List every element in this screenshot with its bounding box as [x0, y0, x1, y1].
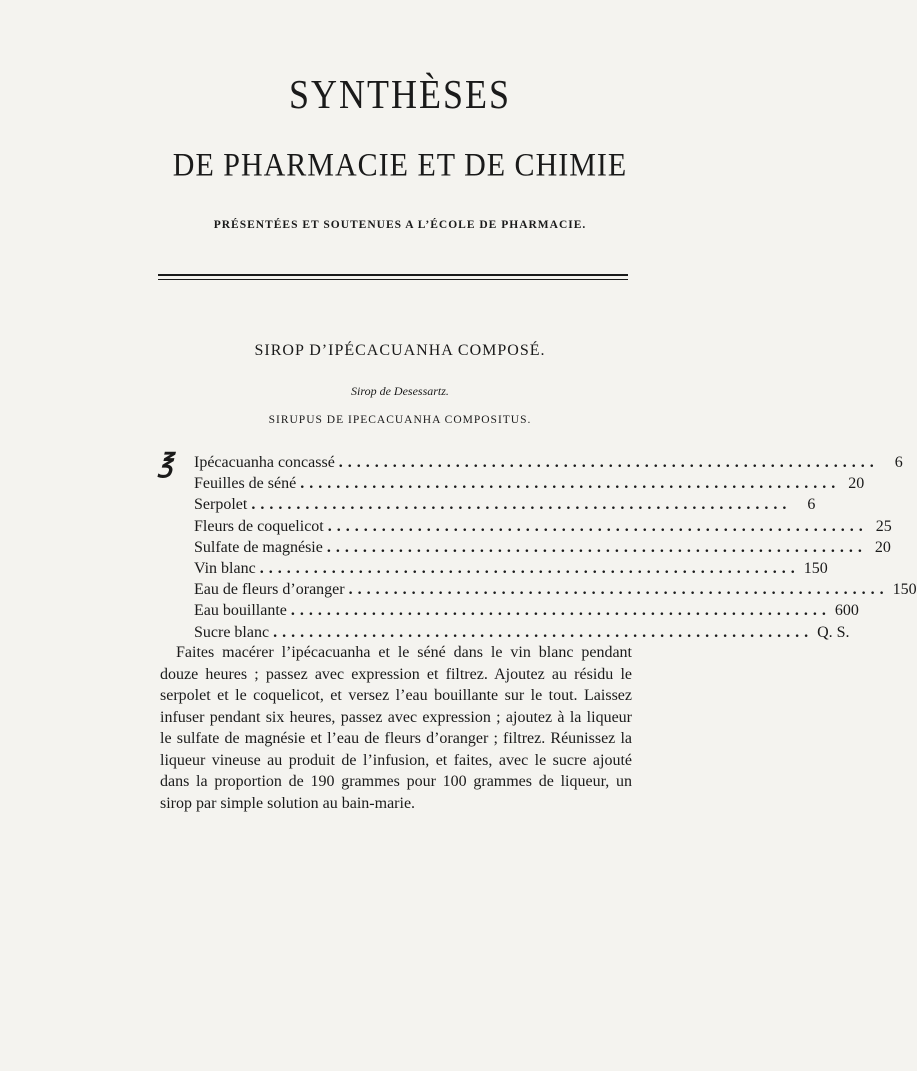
ingredient-list: [194, 452, 917, 643]
page-subtitle: DE PHARMACIE ET DE CHIMIE: [172, 147, 628, 184]
ingredient-name: Serpolet: [194, 496, 248, 514]
ingredient-name: Vin blanc: [194, 559, 256, 577]
dot-leader: ............................................................: [290, 602, 831, 620]
ingredient-row: [194, 516, 892, 537]
ingredient-row: [194, 452, 903, 473]
section-latin-name: SIRUPUS DE IPECACUANHA COMPOSITUS.: [268, 414, 532, 426]
ingredient-quantity: 150: [803, 559, 828, 577]
ingredient-name: Feuilles de séné: [194, 475, 297, 493]
ingredient-quantity: 20: [848, 475, 865, 493]
ingredient-row: [194, 622, 850, 643]
page-caption: PRÉSENTÉES ET SOUTENUES A L’ÉCOLE DE PHARMACIE.: [213, 219, 587, 231]
ingredient-quantity: 25: [875, 517, 892, 535]
dot-leader: ............................................................: [259, 559, 800, 577]
dot-leader: ............................................................: [300, 475, 841, 493]
ingredient-name: Eau de fleurs d’oranger: [194, 581, 345, 599]
ingredient-quantity: 150: [892, 581, 917, 599]
ingredient-quantity: 6: [807, 496, 816, 514]
ingredient-row: [194, 558, 828, 579]
ingredient-name: Fleurs de coquelicot: [194, 517, 324, 535]
ingredient-row: [194, 579, 917, 600]
dot-leader: ............................................................: [348, 581, 889, 599]
recipe-symbol-icon: ℥: [158, 449, 174, 478]
dot-leader: ............................................................: [327, 517, 868, 535]
ingredient-name: Eau bouillante: [194, 602, 287, 620]
dot-leader: ............................................................: [251, 496, 792, 514]
dot-leader: ............................................................: [273, 623, 814, 641]
section-title: SIROP D’IPÉCACUANHA COMPOSÉ.: [254, 342, 546, 359]
ingredient-quantity: 20: [874, 538, 891, 556]
page-title: SYNTHÈSES: [288, 71, 512, 118]
dot-leader: ............................................................: [326, 538, 867, 556]
dot-leader: ............................................................: [338, 454, 879, 471]
recipe-instructions: Faites macérer l’ipécacuanha et le séné dans le vin blanc pendant douze heures ; passez avec expression et filtrez. Ajoutez au résidu le serpolet et le coquelicot, et versez l’eau bouillante sur le tout. Laissez infuser pendant six heures, passez avec expression ; ajoutez à la liqueur le sulfate de magnésie et l’eau de fleurs d’oranger ; filtrez. Réunissez la liqueur vineuse au produit de l’infusion, et faites, avec le sucre ajouté dans la proportion de 190 grammes pour 100 grammes de liqueur, un sirop par simple solution au bain-marie.: [160, 644, 632, 812]
ingredient-name: Ipécacuanha concassé: [194, 454, 335, 471]
ingredient-row: [194, 473, 865, 494]
ingredient-row: [194, 537, 891, 558]
ingredient-row: [194, 600, 859, 621]
ingredient-quantity: 600: [834, 602, 859, 620]
ingredient-name: Sulfate de magnésie: [194, 538, 323, 556]
divider-rule-thin: [158, 279, 628, 280]
ingredient-row: [194, 494, 816, 515]
section-subtitle: Sirop de Desessartz.: [351, 384, 449, 398]
ingredient-name: Sucre blanc: [194, 623, 270, 641]
ingredient-quantity: 6: [894, 454, 903, 471]
ingredient-quantity: Q. S.: [817, 623, 850, 641]
divider-rule-thick: [158, 274, 628, 276]
